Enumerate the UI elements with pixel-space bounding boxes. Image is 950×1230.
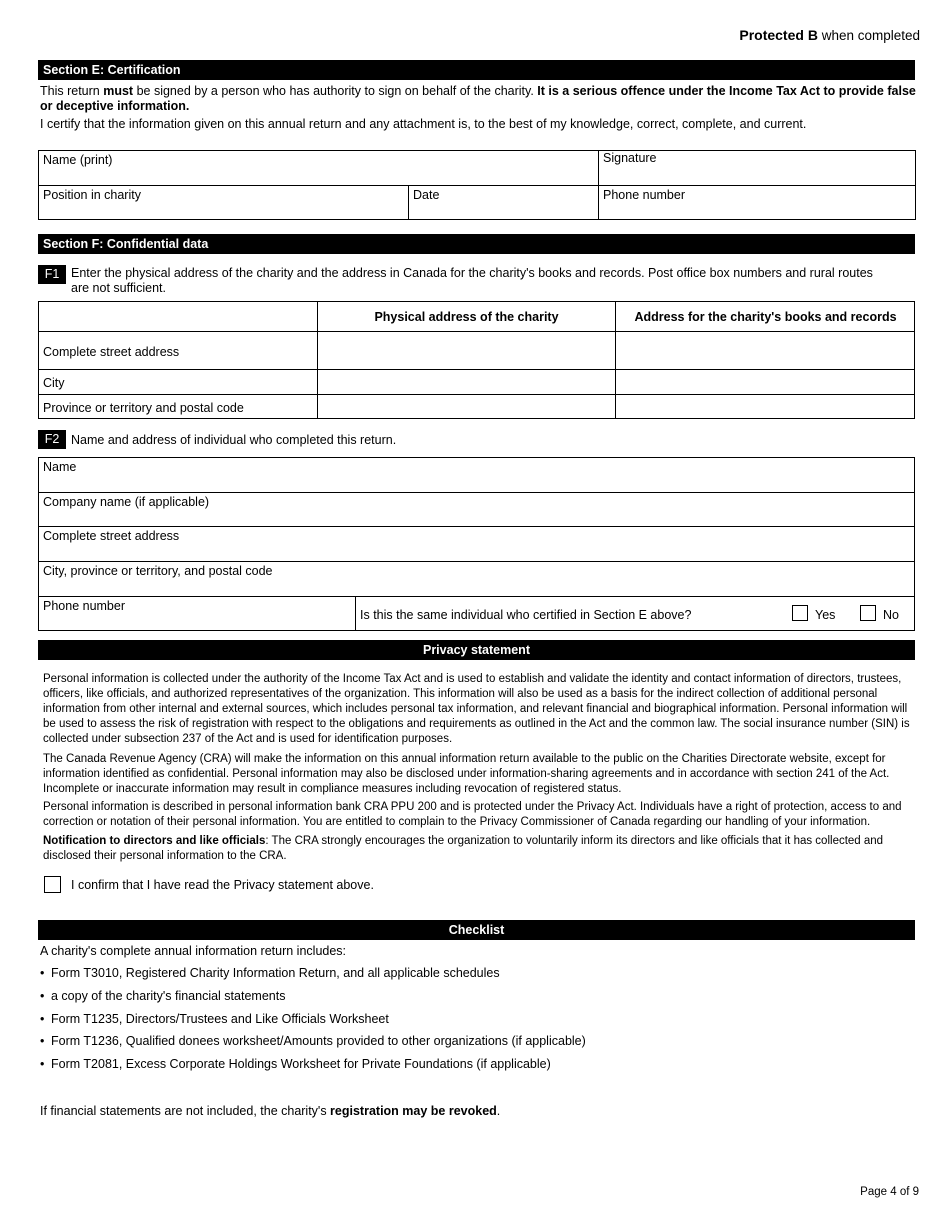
signature-field[interactable] bbox=[599, 149, 915, 183]
checklist-footer-a: If financial statements are not included, the charity's bbox=[40, 1104, 331, 1118]
date-label: Date bbox=[413, 188, 440, 202]
f1-physical-city-input[interactable] bbox=[318, 370, 615, 394]
checklist-footer-c: . bbox=[496, 1104, 501, 1118]
f1-books-street-input[interactable] bbox=[616, 332, 915, 369]
privacy-para4-bold: Notification to directors and like officials bbox=[43, 835, 266, 847]
bullet-1: • bbox=[40, 989, 45, 1003]
signature-label: Signature bbox=[603, 151, 657, 165]
f2-phone-field[interactable] bbox=[39, 597, 355, 631]
privacy-para3: Personal information is described in personal information bank CRA PPU 200 and is protected under the Privacy Act. Individuals have a right of protection, access to and correction or notation of their personal information. You are entitled to complain to the Privacy Commissioner of Canada regarding our handling of your information. bbox=[43, 801, 902, 828]
privacy-para1: Personal information is collected under the authority of the Income Tax Act and is used to establish and validate the identity and contact information of directors, trustees, officers, like officials, and authorized representatives of the organization. This information will also be used as a basis for the indirect collection of additional personal information from other internal and external sources, which includes personal tax information, and relevant financial and biographical information. Personal information will be used to assess the risk of registration with respect to the obligations and requirements as outlined in the Act and the common law. The social insurance number (SIN) is collected under subsection 237 of the Act and is used for identification purposes. bbox=[43, 673, 910, 745]
f2-company-field[interactable] bbox=[39, 493, 915, 526]
section-e-para1 bbox=[40, 84, 918, 114]
checklist-item-0: Form T3010, Registered Charity Information Return, and all applicable schedules bbox=[51, 966, 500, 980]
section-e-title: Section E: Certification bbox=[38, 60, 915, 80]
para1-c: be signed by a person who has authority to sign on behalf of the charity. bbox=[133, 84, 538, 98]
protected-b-bold: Protected B bbox=[739, 27, 818, 43]
f2-name-label: Name bbox=[43, 460, 77, 474]
list-item bbox=[40, 1057, 551, 1072]
bullet-0: • bbox=[40, 966, 45, 980]
f2-city-label: City, province or territory, and postal code bbox=[43, 564, 273, 578]
f2-street-label: Complete street address bbox=[43, 529, 180, 543]
para1-a: This return bbox=[40, 84, 104, 98]
privacy-confirm-checkbox[interactable] bbox=[44, 876, 61, 893]
page-number: Page 4 of 9 bbox=[860, 1186, 919, 1198]
bullet-3: • bbox=[40, 1034, 45, 1048]
f2-company-label: Company name (if applicable) bbox=[43, 495, 210, 509]
list-item bbox=[40, 1012, 389, 1027]
checklist-footer-bold: registration may be revoked bbox=[330, 1104, 497, 1118]
list-item bbox=[40, 989, 285, 1004]
phone-field-e[interactable] bbox=[599, 186, 915, 220]
para1-must: must bbox=[103, 84, 134, 98]
checklist-item-1: a copy of the charity's financial statements bbox=[51, 989, 286, 1003]
para1-offence: It is a serious offence under the Income Tax Act to provide false or deceptive information. bbox=[40, 84, 916, 113]
checklist-title: Checklist bbox=[38, 920, 915, 940]
f1-books-province-input[interactable] bbox=[616, 395, 915, 419]
f2-yes-checkbox[interactable] bbox=[792, 605, 808, 621]
f1-physical-street-input[interactable] bbox=[318, 332, 615, 369]
f2-tag: F2 bbox=[38, 430, 66, 449]
f2-city-field[interactable] bbox=[39, 562, 915, 596]
f2-yes-label: Yes bbox=[815, 608, 836, 622]
phone-label-e: Phone number bbox=[603, 188, 686, 202]
f1-instructions: Enter the physical address of the charity and the address in Canada for the charity's books and records. Post office box numbers and rural routes are not sufficient. bbox=[71, 266, 873, 295]
f1-row-province: Province or territory and postal code bbox=[43, 401, 244, 415]
f2-instructions: Name and address of individual who completed this return. bbox=[71, 433, 397, 447]
f1-row-street: Complete street address bbox=[43, 345, 180, 359]
f1-row-city: City bbox=[43, 376, 65, 390]
checklist-item-3: Form T1236, Qualified donees worksheet/Amounts provided to other organizations (if applicable) bbox=[51, 1034, 586, 1048]
list-item bbox=[40, 966, 500, 981]
f2-no-checkbox[interactable] bbox=[860, 605, 876, 621]
bullet-2: • bbox=[40, 1012, 45, 1026]
position-field[interactable] bbox=[39, 186, 408, 220]
checklist-footer bbox=[40, 1104, 918, 1119]
position-label: Position in charity bbox=[43, 188, 141, 202]
list-item bbox=[40, 1034, 586, 1049]
privacy-title: Privacy statement bbox=[38, 640, 915, 660]
f2-same-individual-question: Is this the same individual who certified in Section E above? bbox=[360, 608, 692, 622]
protected-b-label bbox=[739, 27, 920, 43]
f1-tag: F1 bbox=[38, 265, 66, 284]
name-print-field[interactable] bbox=[39, 151, 598, 185]
f2-name-field[interactable] bbox=[39, 458, 915, 492]
f2-phone-label: Phone number bbox=[43, 599, 126, 613]
f1-col-header-physical: Physical address of the charity bbox=[374, 310, 559, 324]
checklist-item-2: Form T1235, Directors/Trustees and Like Officials Worksheet bbox=[51, 1012, 389, 1026]
section-f-title: Section F: Confidential data bbox=[38, 234, 915, 254]
bullet-4: • bbox=[40, 1057, 45, 1071]
f1-books-city-input[interactable] bbox=[616, 370, 915, 394]
f1-col-header-books: Address for the charity's books and records bbox=[634, 310, 897, 324]
privacy-confirm-label: I confirm that I have read the Privacy statement above. bbox=[71, 878, 374, 892]
date-field[interactable] bbox=[409, 186, 598, 220]
f2-no-label: No bbox=[883, 608, 899, 622]
checklist-intro: A charity's complete annual information return includes: bbox=[40, 944, 347, 958]
f1-physical-province-input[interactable] bbox=[318, 395, 615, 419]
privacy-para2: The Canada Revenue Agency (CRA) will make the information on this annual information return available to the public on the Charities Directorate website, except for information identified as confidential. Personal information may also be disclosed under information-sharing agreements and in accordance with section 241 of the Act. Incomplete or inaccurate information may result in compliance measures including revocation of registered status. bbox=[43, 753, 890, 795]
f2-street-field[interactable] bbox=[39, 527, 915, 561]
name-print-label: Name (print) bbox=[43, 153, 113, 167]
checklist-item-4: Form T2081, Excess Corporate Holdings Worksheet for Private Foundations (if applicable) bbox=[51, 1057, 551, 1071]
privacy-para4-rest: : The CRA strongly encourages the organization to voluntarily inform its directors and like officials that it has collected and disclosed their personal information to the CRA. bbox=[43, 835, 884, 862]
privacy-para4 bbox=[43, 834, 913, 864]
section-e-para2: I certify that the information given on this annual return and any attachment is, to the best of my knowledge, correct, complete, and current. bbox=[40, 117, 807, 131]
protected-b-rest: when completed bbox=[817, 28, 920, 43]
